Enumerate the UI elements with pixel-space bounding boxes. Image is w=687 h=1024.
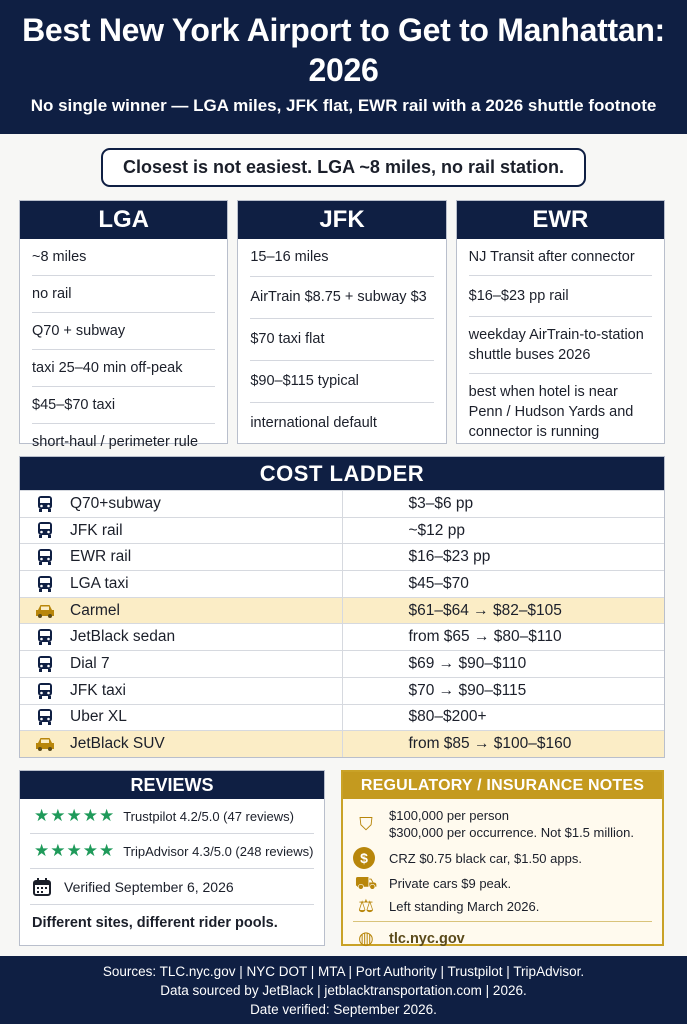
ladder-option: Dial 7 <box>70 651 342 678</box>
card-item: $16–$23 pp rail <box>469 276 652 317</box>
star-rating-icon: ★★★★★ <box>34 841 116 861</box>
reg-text: $100,000 per person <box>389 808 509 824</box>
callout-box: Closest is not easiest. LGA ~8 miles, no rail station. <box>101 148 586 187</box>
bus-icon <box>20 704 70 731</box>
ladder-row <box>20 704 664 731</box>
regulatory-title: REGULATORY / INSURANCE NOTES <box>343 772 662 799</box>
ladder-price: $16–$23 pp <box>342 544 664 571</box>
review-source: TripAdvisor 4.3/5.0 (248 reviews) <box>123 843 314 859</box>
reg-item <box>343 847 662 869</box>
bus-icon <box>20 544 70 571</box>
ladder-price: from $65 → $80–$110 <box>342 624 664 651</box>
ladder-row <box>20 491 664 518</box>
ladder-row <box>20 544 664 571</box>
reviews-title: REVIEWS <box>20 771 324 799</box>
airport-cards <box>0 200 687 450</box>
dollar-icon: $ <box>353 847 375 869</box>
bus-icon <box>20 491 70 518</box>
reviews-panel <box>19 770 325 946</box>
ladder-option: Uber XL <box>70 704 342 731</box>
footer <box>0 956 687 1024</box>
reg-text: $300,000 per occurrence. Not $1.5 million. <box>389 825 634 841</box>
ladder-price: $80–$200+ <box>342 704 664 731</box>
bus-icon <box>20 677 70 704</box>
globe-icon: ◍ <box>358 928 374 949</box>
bus-icon <box>20 651 70 678</box>
card-item: no rail <box>32 276 215 313</box>
card-item: ~8 miles <box>32 239 215 276</box>
ladder-option: Carmel <box>70 597 342 624</box>
car-icon: ⛟ <box>354 873 378 894</box>
ladder-option: JFK rail <box>70 517 342 544</box>
card-item: $70 taxi flat <box>250 319 433 361</box>
bus-icon <box>20 624 70 651</box>
reviews-note: Different sites, different rider pools. <box>32 915 278 932</box>
verified-date: Verified September 6, 2026 <box>64 878 234 895</box>
bus-icon <box>20 517 70 544</box>
ladder-row <box>20 517 664 544</box>
page-title: Best New York Airport to Get to Manhattan: 2026 <box>22 12 665 88</box>
bus-icon <box>20 571 70 598</box>
bottom-panels <box>0 770 687 949</box>
card-item: taxi 25–40 min off-peak <box>32 350 215 387</box>
ladder-price: $69 → $90–$110 <box>342 651 664 678</box>
ladder-price: $61–$64 → $82–$105 <box>342 597 664 624</box>
ladder-price: $70 → $90–$115 <box>342 677 664 704</box>
ladder-table <box>20 490 664 757</box>
card-title: JFK <box>238 201 445 239</box>
review-source: Trustpilot 4.2/5.0 (47 reviews) <box>123 808 294 824</box>
ladder-row <box>20 677 664 704</box>
card-jfk <box>237 200 446 444</box>
ladder-price: $3–$6 pp <box>342 491 664 518</box>
card-item: weekday AirTrain-to-station shuttle buses 2026 <box>469 317 652 374</box>
gavel-icon: ⚖ <box>357 896 375 917</box>
ladder-option: JetBlack sedan <box>70 624 342 651</box>
tlc-link-label[interactable]: tlc.nyc.gov <box>389 930 465 947</box>
ladder-option: JFK taxi <box>70 677 342 704</box>
card-item: 15–16 miles <box>250 239 433 277</box>
ladder-row <box>20 624 664 651</box>
tlc-link[interactable] <box>353 921 652 949</box>
star-rating-icon: ★★★★★ <box>34 806 116 826</box>
ladder-price: $45–$70 <box>342 571 664 598</box>
ladder-option: LGA taxi <box>70 571 342 598</box>
card-title: EWR <box>457 201 664 239</box>
card-lga <box>19 200 228 450</box>
footer-sources: Sources: TLC.nyc.gov | NYC DOT | MTA | Port Authority | Trustpilot | TripAdvisor. <box>102 964 585 979</box>
car-icon <box>20 731 70 758</box>
ladder-price: from $85 → $100–$160 <box>342 731 664 758</box>
shield-icon: ⛉ <box>359 813 373 834</box>
reg-text: Left standing March 2026. <box>389 899 540 915</box>
reg-text: Private cars $9 peak. <box>389 876 512 892</box>
reg-text: CRZ $0.75 black car, $1.50 apps. <box>389 850 582 866</box>
ladder-price: ~$12 pp <box>342 517 664 544</box>
reg-item <box>343 875 662 892</box>
ladder-row <box>20 731 664 758</box>
ladder-title: COST LADDER <box>20 457 664 490</box>
cost-ladder <box>19 456 665 758</box>
card-title: LGA <box>20 201 227 239</box>
card-item: NJ Transit after connector <box>469 239 652 276</box>
ladder-option: JetBlack SUV <box>70 731 342 758</box>
card-item: $45–$70 taxi <box>32 387 215 424</box>
ladder-option: EWR rail <box>70 544 342 571</box>
ladder-option: Q70+subway <box>70 491 342 518</box>
reg-item <box>343 898 662 915</box>
card-item: Q70 + subway <box>32 313 215 350</box>
review-row <box>30 799 314 834</box>
footer-credit: Data sourced by JetBlack | jetblacktransportation.com | 2026. <box>160 983 527 998</box>
card-item: best when hotel is near Penn / Hudson Yards and connector is running <box>468 384 634 440</box>
verified-row <box>30 869 314 905</box>
ladder-row <box>20 597 664 624</box>
ladder-row <box>20 571 664 598</box>
card-item: short-haul / perimeter rule <box>32 434 199 450</box>
card-item: international default <box>250 415 377 431</box>
card-item: AirTrain $8.75 + subway $3 <box>250 277 433 319</box>
regulatory-panel <box>341 770 664 949</box>
callout-area <box>0 134 687 200</box>
reg-item <box>343 807 662 841</box>
card-ewr <box>456 200 665 444</box>
calendar-icon <box>32 877 52 897</box>
footer-date: Date verified: September 2026. <box>250 1002 437 1017</box>
page-subtitle: No single winner — LGA miles, JFK flat, EWR rail with a 2026 shuttle footnote <box>30 96 657 115</box>
car-icon <box>20 597 70 624</box>
ladder-row <box>20 651 664 678</box>
review-row <box>30 834 314 869</box>
card-item: $90–$115 typical <box>250 361 433 403</box>
header <box>0 0 687 134</box>
